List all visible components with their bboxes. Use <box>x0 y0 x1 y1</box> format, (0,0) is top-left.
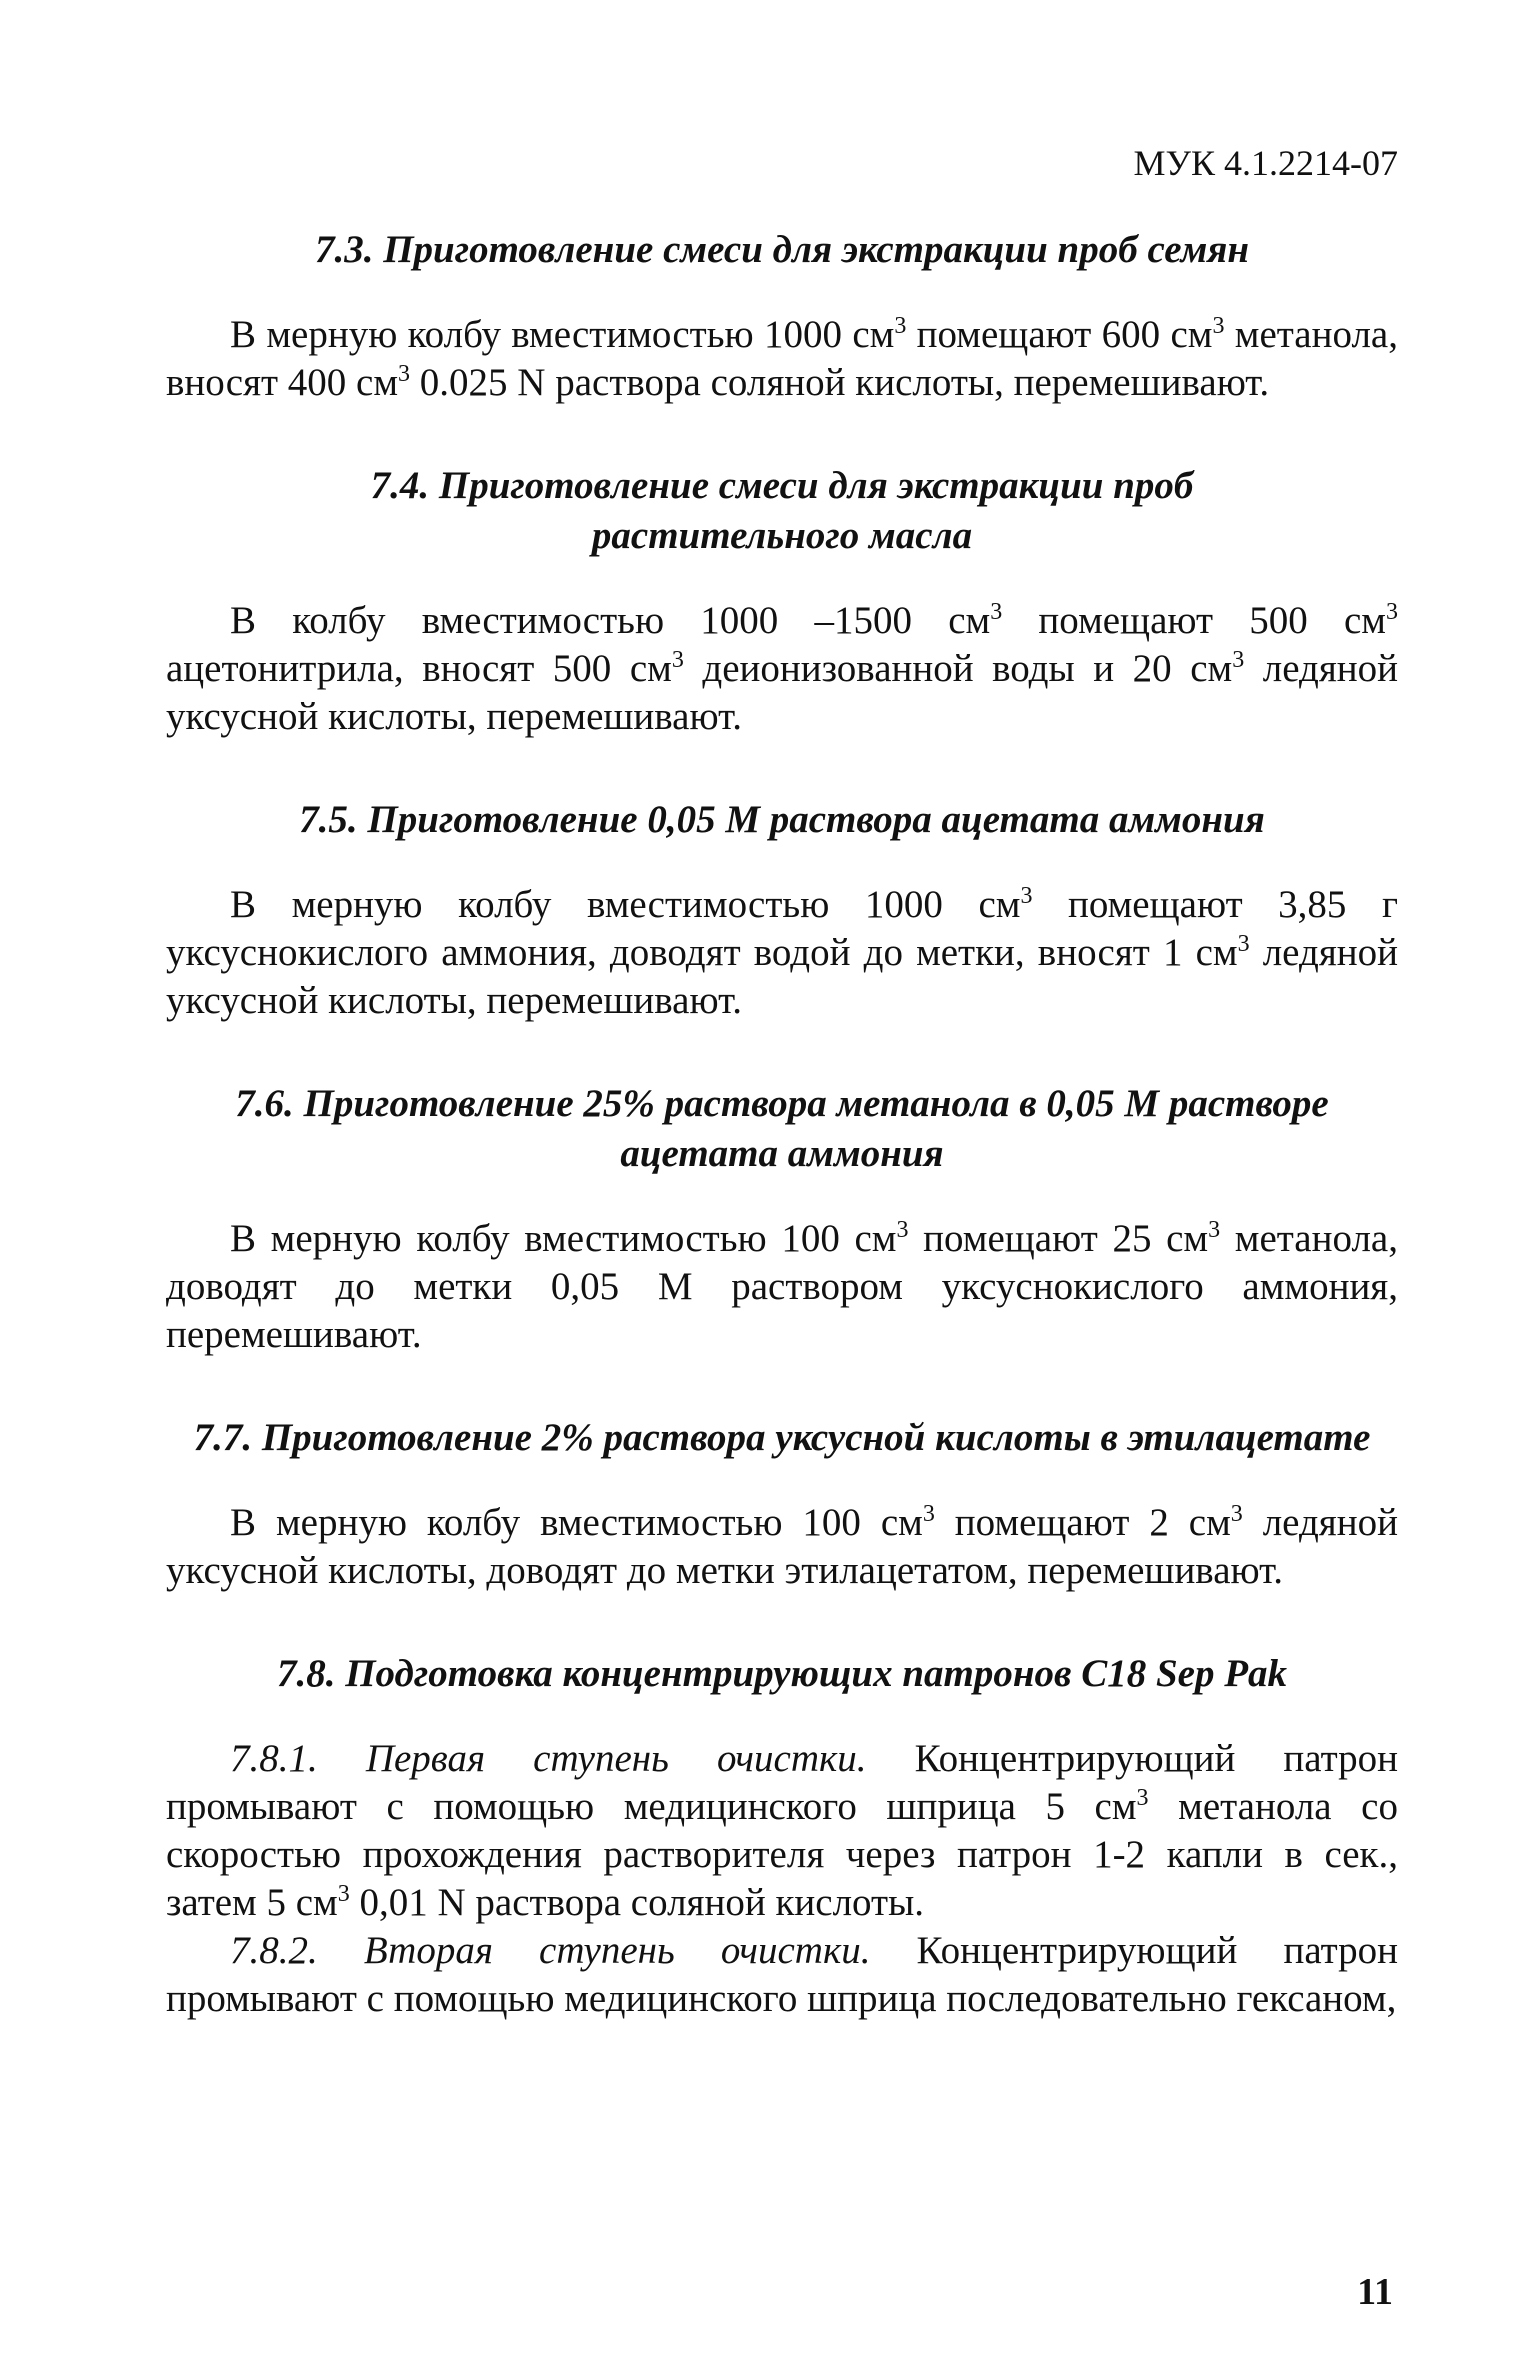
section-body-7-3: В мерную колбу вместимостью 1000 $см^3$ помещают 600 $см^3$ метанола, вносят 400 $см^3$ 0.025 N раствора соляной кислоты, перемешивают. <box>166 313 1398 404</box>
subsection-label-7-8-2: 7.8.2. Вторая ступень очистки. <box>230 1929 871 1972</box>
section-heading-7-6: 7.6. Приготовление 25% раствора метанола в 0,05 М растворе ацетата аммония <box>235 1082 1329 1175</box>
section-heading-7-3: 7.3. Приготовление смеси для экстракции проб семян <box>314 228 1250 271</box>
section-heading-7-8: 7.8. Подготовка концентрирующих патронов С18 Sep Pak <box>276 1652 1288 1695</box>
section-body-7-6: В мерную колбу вместимостью 100 $см^3$ помещают 25 $см^3$ метанола, доводят до метки 0,05 М раствором уксуснокислого аммония, перемешивают. <box>166 1217 1398 1356</box>
subsection-label-7-8-1: 7.8.1. Первая ступень очистки. <box>230 1737 867 1780</box>
section-body-7-4: В колбу вместимостью 1000 –1500 $см^3$ помещают 500 $см^3$ ацетонитрила, вносят 500 $см^3$ деионизованной воды и 20 $см^3$ ледяной уксусной кислоты, перемешивают. <box>166 599 1399 738</box>
page-number: 11 <box>1357 2271 1393 2313</box>
subsection-7-8-1: 7.8.1. Первая ступень очистки. Концентрирующий патрон промывают с помощью медицинского шприца 5 $см^3$ метанола со скоростью прохождения растворителя через патрон 1-2 капли в сек., затем 5 $см^3$ 0,01 N раствора соляной кислоты. <box>166 1737 1398 1924</box>
subsection-7-8-2: 7.8.2. Вторая ступень очистки. Концентрирующий патрон промывают с помощью медицинского шприца последовательно гексаном, <box>166 1929 1399 2020</box>
section-heading-7-5: 7.5. Приготовление 0,05 М раствора ацетата аммония <box>299 798 1265 841</box>
section-heading-7-7: 7.7. Приготовление 2% раствора уксусной кислоты в этилацетате <box>193 1416 1371 1459</box>
section-heading-7-4: 7.4. Приготовление смеси для экстракции проб растительного масла <box>370 464 1194 557</box>
section-body-7-7: В мерную колбу вместимостью 100 $см^3$ помещают 2 $см^3$ ледяной уксусной кислоты, доводят до метки этилацетатом, перемешивают. <box>166 1501 1398 1592</box>
page-content <box>166 225 1398 2023</box>
document-id: МУК 4.1.2214-07 <box>1133 143 1398 183</box>
section-body-7-5: В мерную колбу вместимостью 1000 $см^3$ помещают 3,85 г уксуснокислого аммония, доводят водой до метки, вносят 1 $см^3$ ледяной уксусной кислоты, перемешивают. <box>166 883 1398 1022</box>
